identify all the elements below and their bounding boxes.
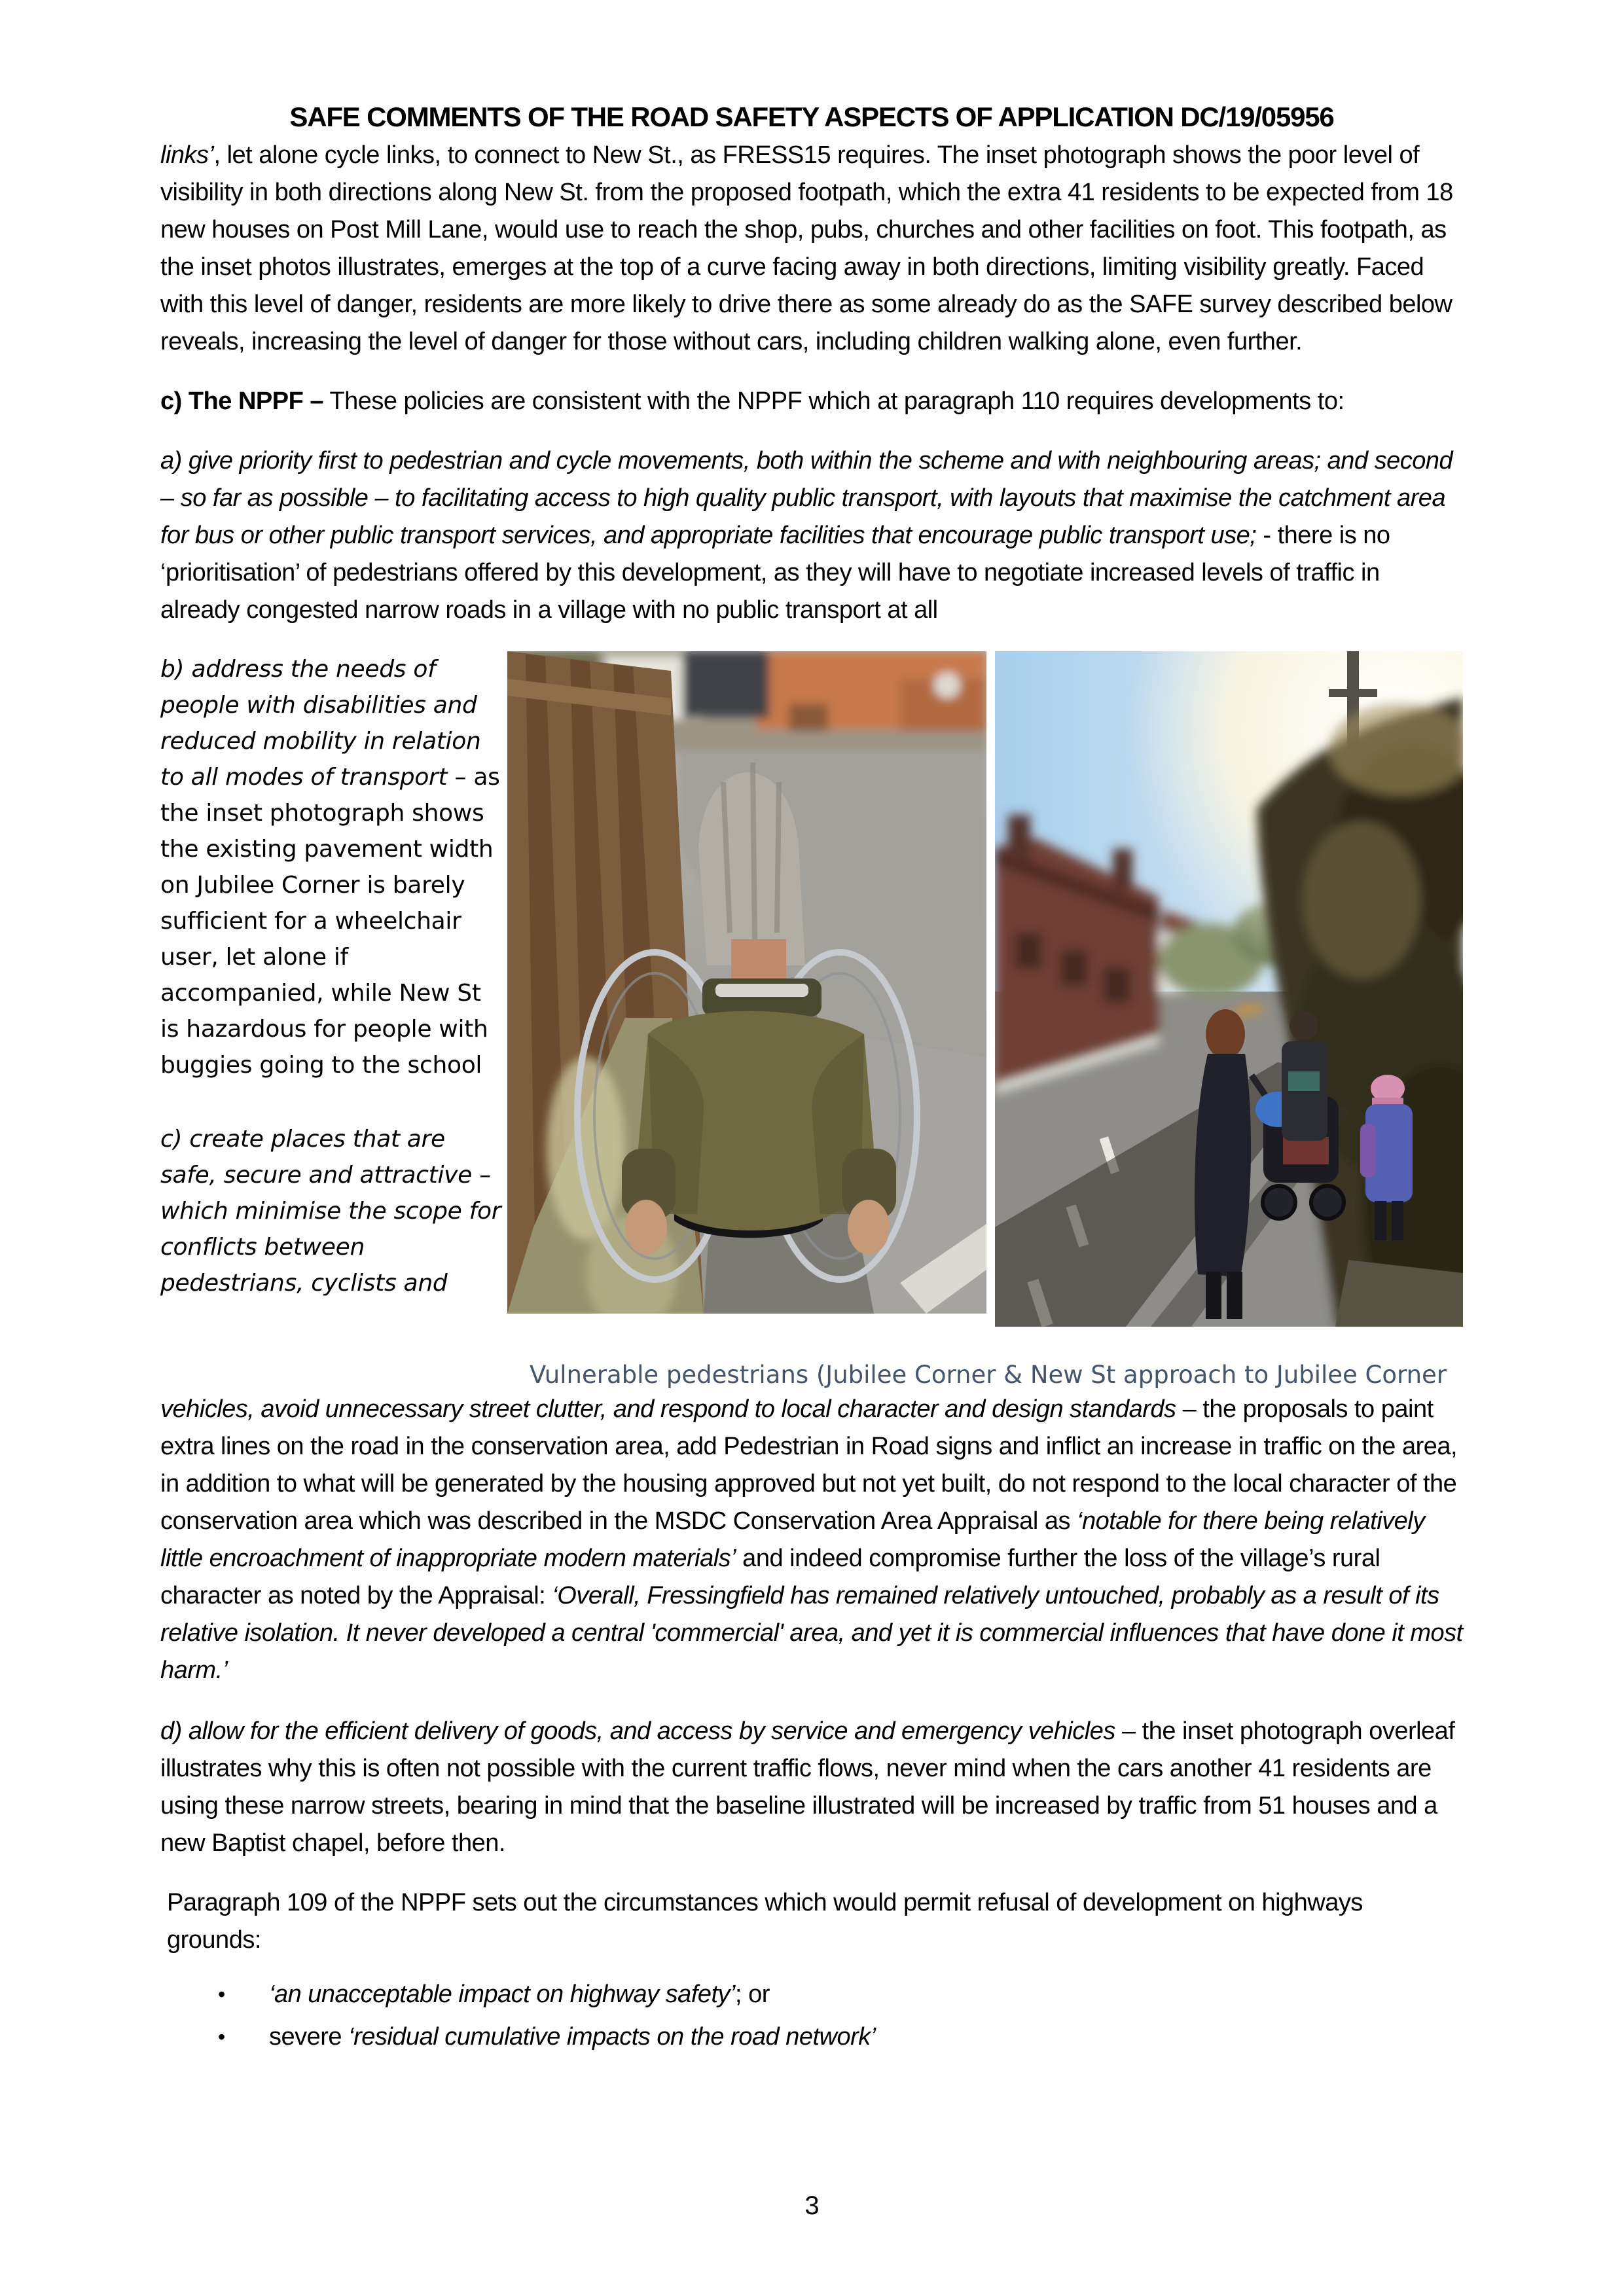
bullet-list [160,1976,1463,2056]
paragraph-109: Paragraph 109 of the NPPF sets out the circumstances which would permit refusal of development on highways grounds: [167,1889,1363,1954]
paragraph-c-start: c) create places that are safe, secure and attractive – which minimise the scope for conflicts between pedestrians, cyclists and [160,1126,501,1297]
photo-pedestrians-illustration [995,651,1463,1327]
bullet-item-highway-safety [218,1976,1463,2013]
paragraph-d: d) allow for the efficient delivery of goods, and access by service and emergency vehicles – the inset photograph overleaf illustrates why this is often not possible with the current traffic flows, never mind when the cars another 41 residents are using these narrow streets, bearing in mind that the baseline illustrated will be increased by traffic from 51 houses and a new Baptist chapel, before then. [160,1717,1455,1857]
photo-pedestrians-new-st [995,651,1463,1327]
photo-wheelchair-user-jubilee-corner [507,651,986,1314]
bullet-item-road-network [218,2018,1463,2056]
page-number: 3 [804,2191,820,2220]
page-title: SAFE COMMENTS OF THE ROAD SAFETY ASPECTS OF APPLICATION DC/19/05956 [289,101,1334,132]
left-text-column [160,651,507,1391]
paragraph-a: a) give priority first to pedestrian and cycle movements, both within the scheme and with neighbouring areas; and second – so far as possible – to facilitating access to high quality public transport, with layouts that maximise the catchment area for bus or other public transport services, and appropriate facilities that encourage public transport use; - there is no ‘prioritisation’ of pedestrians offered by this development, as they will have to negotiate increased levels of traffic in already congested narrow roads in a village with no public transport at all [160,447,1453,624]
bullet-icon: • [218,1982,225,2006]
photo-caption: Vulnerable pedestrians (Jubilee Corner & New St approach to Jubilee Corner [530,1361,1447,1389]
paragraph-c-continued: vehicles, avoid unnecessary street clutter, and respond to local character and design standards – the proposals to paint extra lines on the road in the conservation area, add Pedestrian in Road signs and inflict an increase in traffic on the area, in addition to what will be generated by the housing approved but not yet built, do not respond to the local character of the conservation area which was described in the MSDC Conservation Area Appraisal as ‘notable for there being relatively little encroachment of inappropriate modern materials’ and indeed compromise further the loss of the village’s rural character as noted by the Appraisal: ‘Overall, Fressingfield has remained relatively untouched, probably as a result of its relative isolation. It never developed a central 'commercial' area, and yet it is commercial influences that have done it most harm.’ [160,1395,1463,1684]
photo-pair [507,651,1463,1327]
photo-wheelchair-user-illustration [507,651,986,1314]
paragraph-b: b) address the needs of people with disabilities and reduced mobility in relation to all modes of transport – as the inset photograph shows the existing pavement width on Jubilee Corner is barely sufficient for a wheelchair user, let alone if accompanied, while New St is hazardous for people with buggies going to the school [160,656,500,1079]
bullet-icon: • [218,2025,225,2049]
media-section [160,651,1463,1391]
bullet-text: ‘an unacceptable impact on highway safety’; or [269,1981,770,2008]
photo-block [507,651,1463,1391]
paragraph-nppf: c) The NPPF – These policies are consistent with the NPPF which at paragraph 110 requires developments to: [160,387,1344,415]
paragraph-intro: links’, let alone cycle links, to connect to New St., as FRESS15 requires. The inset photograph shows the poor level of visibility in both directions along New St. from the proposed footpath, which the extra 41 residents to be expected from 18 new houses on Post Mill Lane, would use to reach the shop, pubs, churches and other facilities on foot. This footpath, as the inset photos illustrates, emerges at the top of a curve facing away in both directions, limiting visibility greatly. Faced with this level of danger, residents are more likely to drive there as some already do as the SAFE survey described below reveals, increasing the level of danger for those without cars, including children walking alone, even further. [160,141,1453,355]
bullet-text: severe ‘residual cumulative impacts on the road network’ [269,2023,876,2051]
